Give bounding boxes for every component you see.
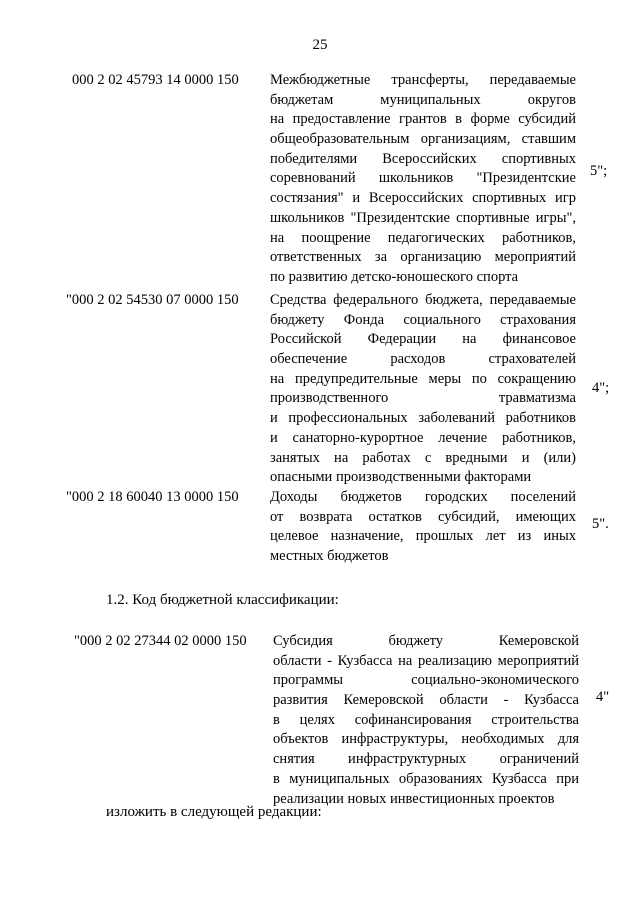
description-line: Субсидия бюджету Кемеровской	[273, 633, 579, 649]
page-number: 25	[312, 37, 328, 53]
description-line: бюджетам муниципальных округов	[270, 91, 576, 108]
description-line: состязания" и Всероссийских спортивных игр	[270, 190, 576, 207]
budget-description	[270, 71, 576, 288]
description-line: снятия инфраструктурных ограничений	[273, 751, 579, 768]
description-line: школьников "Президентские спортивные игры",	[270, 209, 576, 226]
description-line: по развитию детско-юношеского спорта	[270, 268, 519, 285]
description-line: обеспечение расходов страхователей	[270, 351, 576, 368]
description-line: объектов инфраструктуры, необходимых для	[273, 731, 579, 748]
budget-description	[273, 632, 579, 809]
description-line: Межбюджетные трансферты, передаваемые	[270, 72, 576, 88]
budget-code: "000 2 02 27344 02 0000 150	[74, 633, 247, 649]
budget-code: "000 2 02 54530 07 0000 150	[66, 292, 239, 308]
budget-code: "000 2 18 60040 13 0000 150	[66, 489, 239, 505]
description-line: бюджету Фонда социального страхования	[270, 311, 576, 328]
description-line: области - Кузбасса на реализацию мероприятий	[273, 652, 579, 669]
description-line: в муниципальных образованиях Кузбасса при	[273, 770, 579, 787]
entry-tail: 4"	[596, 689, 610, 705]
description-line: развития Кемеровской области - Кузбасса	[273, 692, 579, 709]
description-line: занятых на работах с вредными и (или)	[270, 449, 576, 466]
description-line: общеобразовательным организациям, ставшим	[270, 131, 576, 148]
entry-tail: 4";	[592, 380, 610, 396]
entry-tail: 5".	[592, 516, 609, 532]
closing-text: изложить в следующей редакции:	[106, 804, 322, 820]
description-line: на предоставление грантов в форме субсидий	[270, 111, 576, 128]
description-line: Доходы бюджетов городских поселений	[270, 489, 576, 505]
section-heading: 1.2. Код бюджетной классификации:	[106, 592, 339, 608]
description-line: опасными производственными факторами	[270, 469, 532, 486]
description-line: соревнований школьников "Президентские	[270, 170, 576, 187]
description-line: целевое назначение, прошлых лет из иных	[270, 528, 576, 545]
budget-description	[270, 488, 576, 567]
description-line: и профессиональных заболеваний работников	[270, 410, 576, 427]
description-line: Российской Федерации на финансовое	[270, 331, 576, 348]
description-line: и санаторно-курортное лечение работников,	[270, 429, 576, 446]
description-line: от возврата остатков субсидий, имеющих	[270, 508, 576, 525]
description-line: на поощрение педагогических работников,	[270, 229, 576, 246]
description-line: производственного травматизма	[270, 390, 576, 407]
description-line: ответственных за организацию мероприятий	[270, 249, 576, 266]
description-line: Средства федерального бюджета, передаваемые	[270, 292, 576, 308]
description-line: программы социально-экономического	[273, 672, 579, 689]
entry-tail: 5";	[590, 163, 608, 179]
description-line: победителями Всероссийских спортивных	[270, 150, 576, 167]
budget-code: 000 2 02 45793 14 0000 150	[72, 72, 239, 88]
description-line: реализации новых инвестиционных проектов	[273, 790, 555, 807]
description-line: местных бюджетов	[270, 548, 389, 565]
budget-description	[270, 291, 576, 488]
description-line: в целях софинансирования строительства	[273, 711, 579, 728]
description-line: на предупредительные меры по сокращению	[270, 370, 576, 387]
